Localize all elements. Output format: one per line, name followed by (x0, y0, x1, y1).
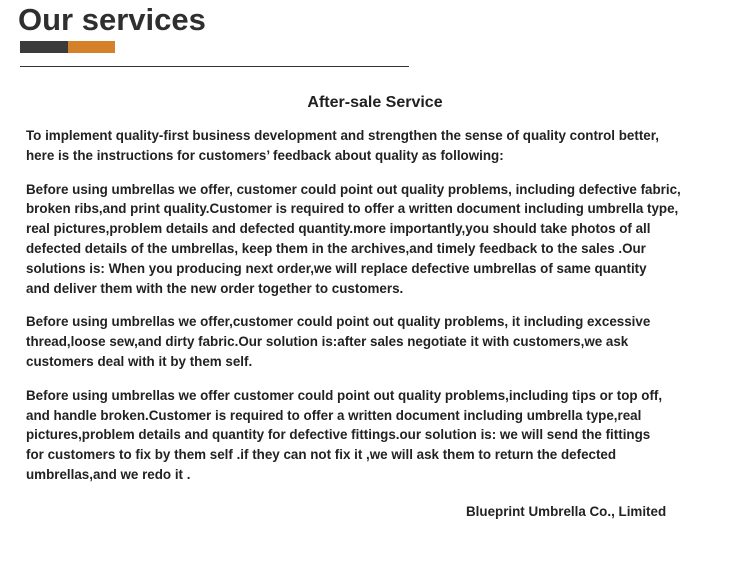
fabric-ribs-paragraph: Before using umbrellas we offer, customer could point out quality problems, including defective fabric, broken ribs,and print quality.Customer is required to offer a written document including umbrella type, real pictures,problem details and defected quantity.more importantly,you should take photos of all defected details of the umbrellas, keep them in the archives,and timely feedback to the sales .Our solutions is: When you producing next order,we will replace defective umbrellas of same quantity and deliver them with the new order together to customers. (26, 181, 681, 296)
accent-orange-segment (68, 41, 115, 53)
fittings-paragraph: Before using umbrellas we offer customer could point out quality problems,including tips or top off, and handle broken.Customer is required to offer a written document including umbrella type,real pictures,problem details and quantity for defective fittings.our solution is: we will send the fittings for customers to fix by them self .if they can not fix it ,we will ask them to return the defected umbrellas,and we redo it . (26, 387, 663, 482)
title-accent-bar (20, 41, 115, 53)
page-title: Our services (18, 2, 206, 37)
accent-dark-segment (20, 41, 68, 53)
header-divider (20, 66, 409, 67)
section-title: After-sale Service (307, 94, 443, 111)
sewing-paragraph: Before using umbrellas we offer,customer could point out quality problems, it including excessive thread,loose sew,and dirty fabric.Our solution is:after sales negotiate it with customers,we ask customers deal with it by them self. (26, 314, 651, 369)
intro-paragraph: To implement quality-first business development and strengthen the sense of quality control better, here is the instructions for customers’ feedback about quality as following: (26, 128, 659, 163)
company-signature: Blueprint Umbrella Co., Limited (466, 504, 667, 519)
service-content (26, 126, 726, 499)
